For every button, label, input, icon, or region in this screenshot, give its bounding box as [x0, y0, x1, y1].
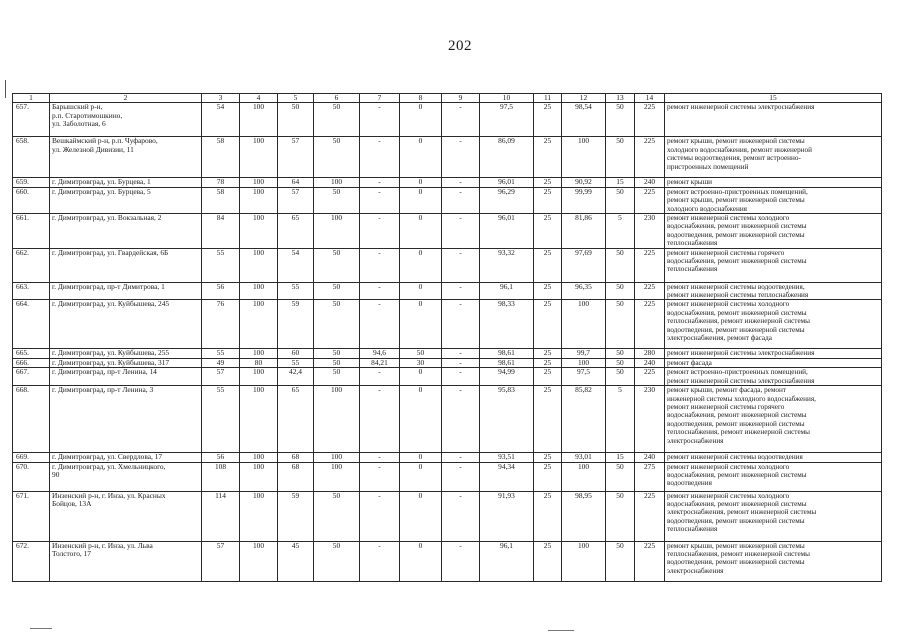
- value-cell-4: 100: [240, 178, 278, 187]
- row-number-cell: 657.: [13, 103, 50, 137]
- value-cell-3: 56: [202, 282, 240, 300]
- value-cell-4: 80: [240, 358, 278, 367]
- value-cell-6: 100: [314, 386, 360, 453]
- row-number-cell: 658.: [13, 137, 50, 178]
- value-cell-7: 84,21: [360, 358, 400, 367]
- value-cell-10: 96,01: [480, 214, 534, 249]
- value-cell-12: 81,86: [562, 214, 606, 249]
- value-cell-9: -: [442, 178, 480, 187]
- value-cell-8: 0: [400, 282, 442, 300]
- scan-mark: [548, 630, 574, 631]
- table-row: [13, 103, 882, 137]
- value-cell-6: 50: [314, 358, 360, 367]
- value-cell-12: 96,35: [562, 282, 606, 300]
- value-cell-14: 230: [635, 214, 665, 249]
- value-cell-13: 5: [606, 386, 635, 453]
- value-cell-6: 50: [314, 137, 360, 178]
- value-cell-14: 225: [635, 103, 665, 137]
- value-cell-9: -: [442, 368, 480, 386]
- value-cell-14: 225: [635, 368, 665, 386]
- value-cell-3: 55: [202, 248, 240, 282]
- column-number-cell: 7: [360, 94, 400, 103]
- value-cell-13: 50: [606, 300, 635, 349]
- value-cell-10: 96,01: [480, 178, 534, 187]
- row-number-cell: 663.: [13, 282, 50, 300]
- value-cell-8: 0: [400, 103, 442, 137]
- value-cell-7: -: [360, 368, 400, 386]
- value-cell-10: 86,09: [480, 137, 534, 178]
- value-cell-5: 54: [278, 248, 314, 282]
- row-number-cell: 667.: [13, 368, 50, 386]
- value-cell-8: 0: [400, 178, 442, 187]
- value-cell-11: 25: [534, 358, 562, 367]
- value-cell-4: 100: [240, 300, 278, 349]
- value-cell-13: 50: [606, 368, 635, 386]
- value-cell-11: 25: [534, 300, 562, 349]
- value-cell-12: 100: [562, 541, 606, 581]
- value-cell-7: -: [360, 248, 400, 282]
- value-cell-3: 78: [202, 178, 240, 187]
- value-cell-3: 56: [202, 453, 240, 462]
- value-cell-7: -: [360, 541, 400, 581]
- value-cell-4: 100: [240, 349, 278, 358]
- value-cell-4: 100: [240, 386, 278, 453]
- address-cell: г. Димитровград, ул. Свердлова, 17: [50, 453, 202, 462]
- value-cell-13: 15: [606, 453, 635, 462]
- value-cell-10: 96,1: [480, 541, 534, 581]
- address-cell: Вешкаймский р-н, р.п. Чуфарово, ул. Железной Дивизии, 11: [50, 137, 202, 178]
- value-cell-10: 98,61: [480, 349, 534, 358]
- value-cell-12: 100: [562, 358, 606, 367]
- value-cell-12: 98,95: [562, 491, 606, 541]
- page-number: 202: [448, 38, 472, 54]
- value-cell-13: 5: [606, 214, 635, 249]
- value-cell-6: 100: [314, 214, 360, 249]
- value-cell-6: 50: [314, 248, 360, 282]
- value-cell-6: 100: [314, 453, 360, 462]
- value-cell-5: 50: [278, 103, 314, 137]
- table-row: [13, 358, 882, 367]
- value-cell-11: 25: [534, 248, 562, 282]
- value-cell-3: 114: [202, 491, 240, 541]
- value-cell-14: 225: [635, 300, 665, 349]
- column-number-cell: 12: [562, 94, 606, 103]
- table-row: [13, 462, 882, 491]
- value-cell-11: 25: [534, 137, 562, 178]
- value-cell-5: 55: [278, 358, 314, 367]
- value-cell-10: 97,5: [480, 103, 534, 137]
- address-cell: г. Димитровград, пр-т Ленина, 14: [50, 368, 202, 386]
- value-cell-10: 98,33: [480, 300, 534, 349]
- value-cell-8: 0: [400, 462, 442, 491]
- value-cell-6: 50: [314, 282, 360, 300]
- value-cell-7: -: [360, 282, 400, 300]
- value-cell-9: -: [442, 137, 480, 178]
- work-description-cell: ремонт крыши, ремонт инженерной системы холодного водоснабжения, ремонт инженерной системы водоотведения, ремонт встроенно- пристроенных помещений: [665, 137, 882, 178]
- value-cell-8: 0: [400, 386, 442, 453]
- value-cell-14: 225: [635, 282, 665, 300]
- column-number-cell: 10: [480, 94, 534, 103]
- table-row: [13, 368, 882, 386]
- value-cell-13: 50: [606, 491, 635, 541]
- value-cell-11: 25: [534, 491, 562, 541]
- table-row: [13, 187, 882, 213]
- value-cell-6: 50: [314, 541, 360, 581]
- row-number-cell: 672.: [13, 541, 50, 581]
- value-cell-12: 97,69: [562, 248, 606, 282]
- value-cell-9: -: [442, 491, 480, 541]
- value-cell-6: 50: [314, 300, 360, 349]
- value-cell-4: 100: [240, 462, 278, 491]
- value-cell-6: 100: [314, 178, 360, 187]
- address-cell: г. Димитровград, ул. Бурцева, 5: [50, 187, 202, 213]
- value-cell-5: 42,4: [278, 368, 314, 386]
- value-cell-7: -: [360, 178, 400, 187]
- column-number-cell: 13: [606, 94, 635, 103]
- value-cell-7: -: [360, 453, 400, 462]
- value-cell-14: 240: [635, 358, 665, 367]
- work-description-cell: ремонт инженерной системы водоотведения, ремонт инженерной системы теплоснабжения: [665, 282, 882, 300]
- column-number-cell: 2: [50, 94, 202, 103]
- value-cell-3: 76: [202, 300, 240, 349]
- row-number-cell: 666.: [13, 358, 50, 367]
- address-cell: г. Димитровград, ул. Гвардейская, 6Б: [50, 248, 202, 282]
- value-cell-4: 100: [240, 453, 278, 462]
- value-cell-4: 100: [240, 491, 278, 541]
- value-cell-4: 100: [240, 137, 278, 178]
- column-number-cell: 3: [202, 94, 240, 103]
- value-cell-8: 0: [400, 248, 442, 282]
- value-cell-14: 225: [635, 541, 665, 581]
- row-number-cell: 661.: [13, 214, 50, 249]
- value-cell-3: 57: [202, 541, 240, 581]
- value-cell-12: 100: [562, 300, 606, 349]
- value-cell-3: 54: [202, 103, 240, 137]
- work-description-cell: ремонт инженерной системы электроснабжения: [665, 349, 882, 358]
- value-cell-10: 98,61: [480, 358, 534, 367]
- value-cell-13: 50: [606, 137, 635, 178]
- table-row: [13, 137, 882, 178]
- value-cell-4: 100: [240, 541, 278, 581]
- value-cell-13: 50: [606, 248, 635, 282]
- value-cell-9: -: [442, 349, 480, 358]
- value-cell-13: 50: [606, 541, 635, 581]
- row-number-cell: 662.: [13, 248, 50, 282]
- table-row: [13, 541, 882, 581]
- value-cell-3: 58: [202, 187, 240, 213]
- value-cell-3: 49: [202, 358, 240, 367]
- value-cell-11: 25: [534, 386, 562, 453]
- table-row: [13, 491, 882, 541]
- value-cell-14: 225: [635, 491, 665, 541]
- value-cell-11: 25: [534, 187, 562, 213]
- work-description-cell: ремонт крыши: [665, 178, 882, 187]
- table-row: [13, 300, 882, 349]
- work-description-cell: ремонт встроенно-пристроенных помещений, ремонт крыши, ремонт инженерной системы холодного водоснабжения: [665, 187, 882, 213]
- address-cell: г. Димитровград, ул. Куйбышева, 317: [50, 358, 202, 367]
- value-cell-4: 100: [240, 103, 278, 137]
- value-cell-11: 25: [534, 178, 562, 187]
- value-cell-3: 55: [202, 349, 240, 358]
- value-cell-4: 100: [240, 248, 278, 282]
- work-description-cell: ремонт инженерной системы электроснабжения: [665, 103, 882, 137]
- address-cell: г. Димитровград, пр-т Димитрова, 1: [50, 282, 202, 300]
- work-description-cell: ремонт крыши, ремонт инженерной системы теплоснабжения, ремонт инженерной системы водоотведения, ремонт инженерной системы электроснабжения: [665, 541, 882, 581]
- value-cell-3: 55: [202, 386, 240, 453]
- work-description-cell: ремонт встроенно-пристроенных помещений, ремонт инженерной системы электроснабжения: [665, 368, 882, 386]
- address-cell: г. Димитровград, пр-т Ленина, 3: [50, 386, 202, 453]
- value-cell-7: -: [360, 103, 400, 137]
- value-cell-6: 50: [314, 349, 360, 358]
- value-cell-7: -: [360, 491, 400, 541]
- column-number-cell: 4: [240, 94, 278, 103]
- value-cell-6: 50: [314, 368, 360, 386]
- row-number-cell: 670.: [13, 462, 50, 491]
- value-cell-5: 59: [278, 491, 314, 541]
- value-cell-14: 240: [635, 178, 665, 187]
- row-number-cell: 660.: [13, 187, 50, 213]
- value-cell-12: 98,54: [562, 103, 606, 137]
- row-number-cell: 659.: [13, 178, 50, 187]
- value-cell-12: 100: [562, 462, 606, 491]
- value-cell-12: 93,01: [562, 453, 606, 462]
- value-cell-9: -: [442, 282, 480, 300]
- value-cell-10: 94,99: [480, 368, 534, 386]
- value-cell-9: -: [442, 386, 480, 453]
- work-description-cell: ремонт инженерной системы холодного водоснабжения, ремонт инженерной системы водоотведения, ремонт инженерной системы теплоснабжения: [665, 214, 882, 249]
- address-cell: г. Димитровград, ул. Вокзальная, 2: [50, 214, 202, 249]
- value-cell-7: 94,6: [360, 349, 400, 358]
- value-cell-10: 94,34: [480, 462, 534, 491]
- value-cell-5: 60: [278, 349, 314, 358]
- value-cell-7: -: [360, 462, 400, 491]
- value-cell-4: 100: [240, 368, 278, 386]
- row-number-cell: 664.: [13, 300, 50, 349]
- column-number-cell: 5: [278, 94, 314, 103]
- value-cell-5: 59: [278, 300, 314, 349]
- value-cell-14: 225: [635, 248, 665, 282]
- value-cell-9: -: [442, 453, 480, 462]
- value-cell-13: 50: [606, 187, 635, 213]
- address-cell: г. Димитровград, ул. Хмельницкого, 90: [50, 462, 202, 491]
- value-cell-8: 0: [400, 214, 442, 249]
- value-cell-4: 100: [240, 214, 278, 249]
- value-cell-6: 100: [314, 462, 360, 491]
- value-cell-13: 50: [606, 358, 635, 367]
- value-cell-8: 0: [400, 187, 442, 213]
- value-cell-11: 25: [534, 462, 562, 491]
- value-cell-11: 25: [534, 541, 562, 581]
- value-cell-9: -: [442, 358, 480, 367]
- table-row: [13, 178, 882, 187]
- table-row: [13, 349, 882, 358]
- value-cell-5: 57: [278, 187, 314, 213]
- address-cell: Инзенский р-н, г. Инза, ул. Льва Толстого, 17: [50, 541, 202, 581]
- value-cell-7: -: [360, 300, 400, 349]
- value-cell-9: -: [442, 300, 480, 349]
- value-cell-9: -: [442, 462, 480, 491]
- table-row: [13, 453, 882, 462]
- table-row: [13, 248, 882, 282]
- value-cell-8: 0: [400, 137, 442, 178]
- value-cell-11: 25: [534, 453, 562, 462]
- value-cell-6: 50: [314, 103, 360, 137]
- value-cell-4: 100: [240, 282, 278, 300]
- margin-mark: [5, 80, 6, 98]
- value-cell-12: 97,5: [562, 368, 606, 386]
- value-cell-14: 275: [635, 462, 665, 491]
- column-number-cell: 15: [665, 94, 882, 103]
- value-cell-10: 93,32: [480, 248, 534, 282]
- table-row: [13, 386, 882, 453]
- value-cell-3: 108: [202, 462, 240, 491]
- value-cell-11: 25: [534, 282, 562, 300]
- value-cell-5: 68: [278, 462, 314, 491]
- value-cell-10: 96,29: [480, 187, 534, 213]
- value-cell-12: 100: [562, 137, 606, 178]
- value-cell-14: 225: [635, 187, 665, 213]
- address-cell: г. Димитровград, ул. Бурцева, 1: [50, 178, 202, 187]
- value-cell-11: 25: [534, 349, 562, 358]
- value-cell-5: 65: [278, 214, 314, 249]
- column-number-cell: 6: [314, 94, 360, 103]
- value-cell-5: 65: [278, 386, 314, 453]
- value-cell-13: 50: [606, 103, 635, 137]
- work-description-cell: ремонт инженерной системы горячего водоснабжения, ремонт инженерной системы теплоснабжения: [665, 248, 882, 282]
- value-cell-10: 93,51: [480, 453, 534, 462]
- value-cell-8: 0: [400, 491, 442, 541]
- work-description-cell: ремонт инженерной системы водоотведения: [665, 453, 882, 462]
- value-cell-9: -: [442, 103, 480, 137]
- value-cell-9: -: [442, 187, 480, 213]
- value-cell-12: 99,99: [562, 187, 606, 213]
- value-cell-5: 68: [278, 453, 314, 462]
- value-cell-5: 57: [278, 137, 314, 178]
- scan-mark: [30, 628, 52, 629]
- address-cell: Инзенский р-н, г. Инза, ул. Красных Бойцов, 13А: [50, 491, 202, 541]
- value-cell-9: -: [442, 541, 480, 581]
- repair-register-table: [12, 93, 882, 582]
- value-cell-6: 50: [314, 187, 360, 213]
- column-number-cell: 9: [442, 94, 480, 103]
- value-cell-5: 55: [278, 282, 314, 300]
- value-cell-5: 64: [278, 178, 314, 187]
- value-cell-11: 25: [534, 214, 562, 249]
- value-cell-13: 15: [606, 178, 635, 187]
- value-cell-6: 50: [314, 491, 360, 541]
- value-cell-8: 0: [400, 300, 442, 349]
- value-cell-8: 0: [400, 541, 442, 581]
- value-cell-9: -: [442, 248, 480, 282]
- value-cell-14: 230: [635, 386, 665, 453]
- value-cell-10: 95,83: [480, 386, 534, 453]
- value-cell-14: 280: [635, 349, 665, 358]
- value-cell-3: 84: [202, 214, 240, 249]
- value-cell-3: 58: [202, 137, 240, 178]
- value-cell-7: -: [360, 386, 400, 453]
- value-cell-8: 50: [400, 349, 442, 358]
- row-number-cell: 665.: [13, 349, 50, 358]
- value-cell-8: 0: [400, 368, 442, 386]
- value-cell-10: 91,93: [480, 491, 534, 541]
- value-cell-10: 96,1: [480, 282, 534, 300]
- column-number-row: [13, 94, 882, 103]
- table-row: [13, 282, 882, 300]
- value-cell-3: 57: [202, 368, 240, 386]
- value-cell-14: 225: [635, 137, 665, 178]
- value-cell-12: 85,82: [562, 386, 606, 453]
- value-cell-9: -: [442, 214, 480, 249]
- value-cell-7: -: [360, 214, 400, 249]
- value-cell-7: -: [360, 137, 400, 178]
- row-number-cell: 669.: [13, 453, 50, 462]
- value-cell-11: 25: [534, 368, 562, 386]
- value-cell-13: 50: [606, 349, 635, 358]
- value-cell-13: 50: [606, 282, 635, 300]
- column-number-cell: 11: [534, 94, 562, 103]
- row-number-cell: 668.: [13, 386, 50, 453]
- value-cell-5: 45: [278, 541, 314, 581]
- column-number-cell: 14: [635, 94, 665, 103]
- column-number-cell: 1: [13, 94, 50, 103]
- work-description-cell: ремонт инженерной системы холодного водоснабжения, ремонт инженерной системы электроснабжения, ремонт инженерной системы водоотведения, ремонт инженерной системы теплоснабжения: [665, 491, 882, 541]
- work-description-cell: ремонт инженерной системы холодного водоснабжения, ремонт инженерной системы водоотведения: [665, 462, 882, 491]
- value-cell-13: 50: [606, 462, 635, 491]
- value-cell-11: 25: [534, 103, 562, 137]
- value-cell-7: -: [360, 187, 400, 213]
- work-description-cell: ремонт фасада: [665, 358, 882, 367]
- value-cell-12: 99,7: [562, 349, 606, 358]
- value-cell-8: 0: [400, 453, 442, 462]
- address-cell: г. Димитровград, ул. Куйбышева, 255: [50, 349, 202, 358]
- value-cell-12: 90,92: [562, 178, 606, 187]
- work-description-cell: ремонт крыши, ремонт фасада, ремонт инженерной системы холодного водоснабжения, ремонт инженерной системы горячего водоснабжения, ремонт инженерной системы водоотведения, ремонт инженерной системы теплоснабжения, ремонт инженерной системы электроснабжения: [665, 386, 882, 453]
- address-cell: Барышский р-н, р.п. Старотимошкино, ул. Заболотная, 6: [50, 103, 202, 137]
- address-cell: г. Димитровград, ул. Куйбышева, 245: [50, 300, 202, 349]
- row-number-cell: 671.: [13, 491, 50, 541]
- work-description-cell: ремонт инженерной системы холодного водоснабжения, ремонт инженерной системы теплоснабжения, ремонт инженерной системы водоотведения, ремонт инженерной системы электроснабжения, ремонт фасада: [665, 300, 882, 349]
- value-cell-8: 30: [400, 358, 442, 367]
- value-cell-4: 100: [240, 187, 278, 213]
- table-row: [13, 214, 882, 249]
- column-number-cell: 8: [400, 94, 442, 103]
- value-cell-14: 240: [635, 453, 665, 462]
